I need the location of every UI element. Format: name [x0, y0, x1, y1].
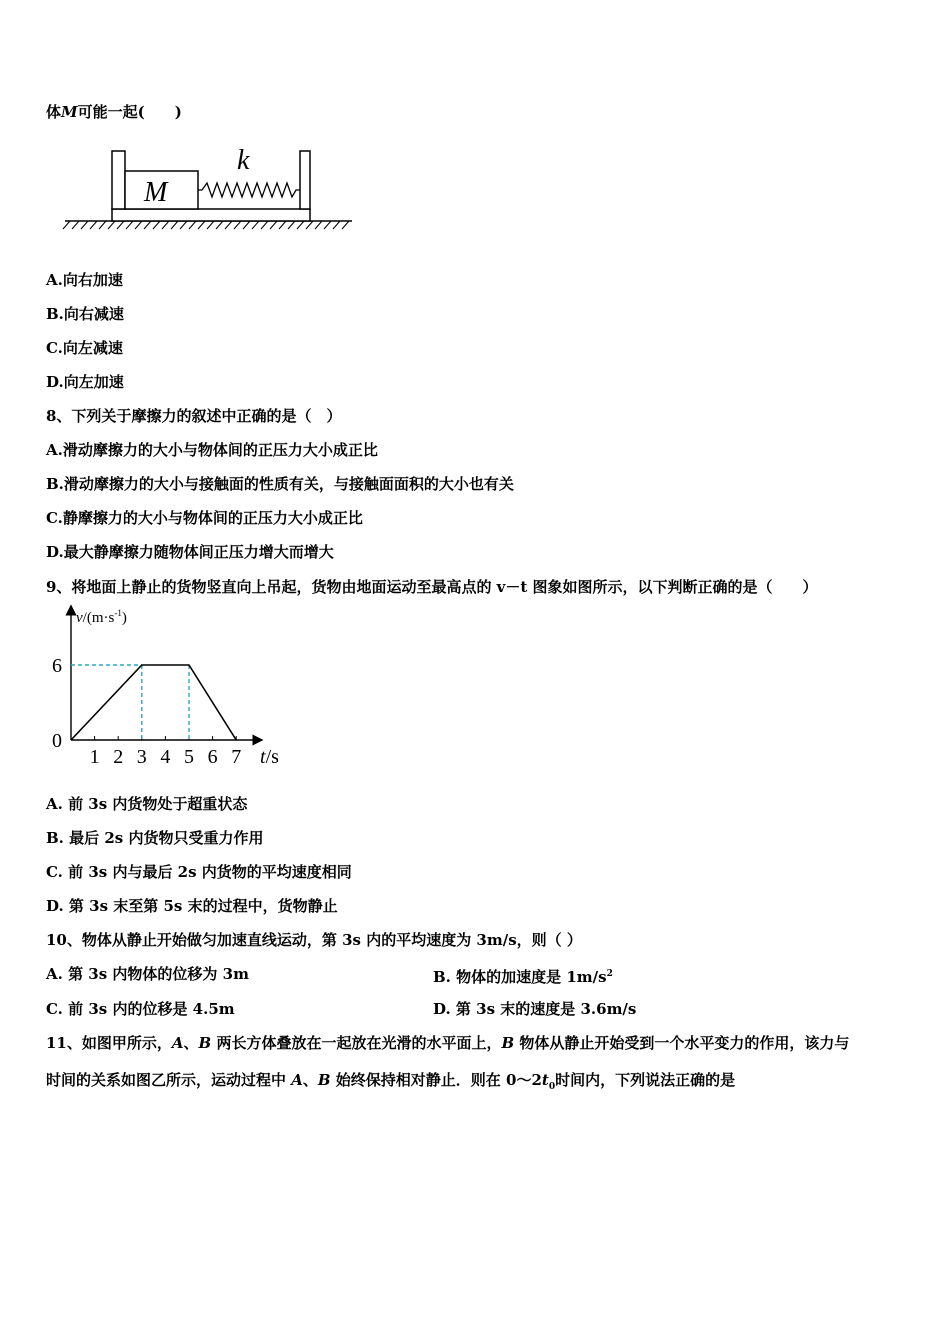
q8-option-d: D.最大静摩擦力随物体间正压力增大而增大 [46, 543, 334, 561]
question-7-continuation [46, 102, 182, 122]
q7-option-b: B.向右减速 [46, 305, 124, 323]
q8-option-b: B.滑动摩擦力的大小与接触面的性质有关，与接触面面积的大小也有关 [46, 475, 514, 493]
velocity-series-line [71, 665, 236, 740]
q8-option-a: A.滑动摩擦力的大小与物体间的正压力大小成正比 [46, 441, 378, 459]
y-tick-label: 6 [52, 655, 62, 677]
q10-option-c: C. 前 3s 内的位移是 4.5m [46, 1000, 235, 1018]
x-tick-label: 4 [160, 746, 171, 768]
q9-stem: 9、将地面上静止的货物竖直向上吊起，货物由地面运动至最高点的 v－t 图象如图所示，以下判断正确的是（ ） [46, 578, 818, 596]
q9-option-d: D. 第 3s 末至第 5s 末的过程中，货物静止 [46, 897, 338, 915]
y-axis-label: $v/(m\cdot s^{-1})$ [76, 608, 127, 626]
q9-option-a: A. 前 3s 内货物处于超重状态 [46, 795, 248, 813]
q9-option-c: C. 前 3s 内与最后 2s 内货物的平均速度相同 [46, 863, 352, 881]
x-tick-label: 2 [113, 746, 124, 768]
velocity-time-chart [40, 600, 300, 775]
block-label: M [144, 177, 168, 208]
x-tick-label: 1 [89, 746, 100, 768]
x-tick-label: 7 [231, 746, 242, 768]
variable-m: M [61, 103, 78, 121]
q10-stem: 10、物体从静止开始做匀加速直线运动，第 3s 内的平均速度为 3m/s，则（ ） [46, 931, 582, 949]
q10-option-b: B. 物体的加速度是 $1m/s^2$ [433, 968, 613, 986]
q11-stem-line-1: 11、如图甲所示，A、B 两长方体叠放在一起放在光滑的水平面上，B 物体从静止开始受到一个水平变力的作用，该力与 [46, 1034, 850, 1052]
block-spring-figure [60, 145, 360, 235]
x-axis-label: t/s [260, 746, 279, 768]
spring-label: k [237, 145, 250, 176]
q10-option-a: A. 第 3s 内物体的位移为 3m [46, 965, 249, 983]
q7-option-d: D.向左加速 [46, 373, 124, 391]
continuation-text: 体 [46, 103, 62, 121]
q8-stem: 8、下列关于摩擦力的叙述中正确的是（ ） [46, 407, 342, 425]
q7-option-c: C.向左减速 [46, 339, 123, 357]
q7-option-a: A.向右加速 [46, 271, 123, 289]
q9-option-b: B. 最后 2s 内货物只受重力作用 [46, 829, 264, 847]
x-tick-label: 6 [207, 746, 218, 768]
q8-option-c: C.静摩擦力的大小与物体间的正压力大小成正比 [46, 509, 363, 527]
x-tick-label: 5 [184, 746, 194, 768]
x-tick-label: 3 [136, 746, 147, 768]
q11-stem-line-2: 时间的关系如图乙所示，运动过程中 A、B 始终保持相对静止．则在 $0\sim 2t_0$时间内，下列说法正确的是 [46, 1071, 736, 1092]
continuation-text: 可能一起( ) [77, 103, 182, 121]
q10-option-d: D. 第 3s 末的速度是 3.6m/s [433, 1000, 637, 1018]
origin-label: 0 [52, 730, 62, 752]
